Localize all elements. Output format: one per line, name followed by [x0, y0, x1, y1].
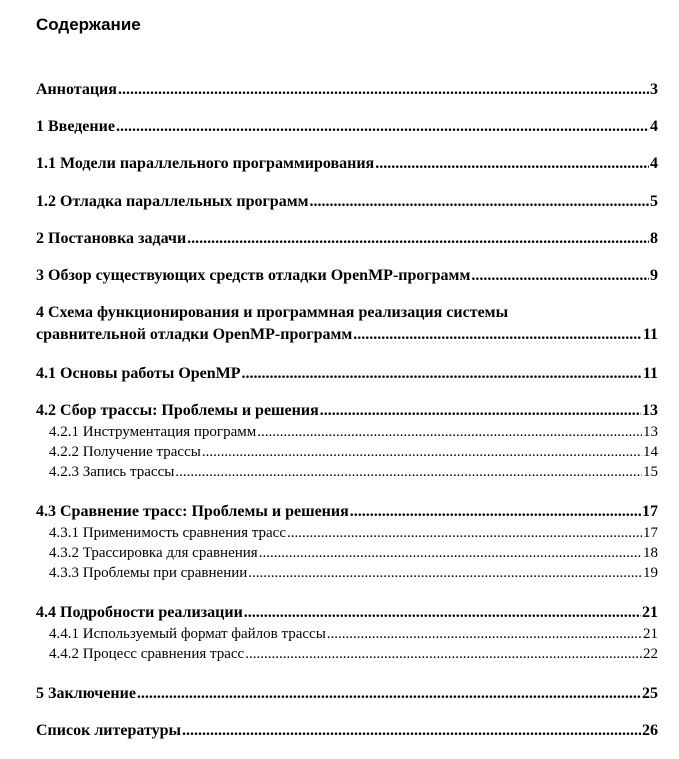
toc-entry-4-1[interactable] [36, 364, 658, 383]
toc-entry-1-2[interactable] [36, 192, 658, 211]
toc-entry-4-line1[interactable]: 4 Схема функционирования и программная реализация системы [36, 304, 509, 321]
toc-leader-dots [182, 721, 641, 740]
toc-entry-4-2[interactable] [36, 401, 658, 420]
toc-entry-4-4-2[interactable] [49, 645, 658, 663]
toc-leader-dots [257, 423, 642, 441]
toc-leader-dots [137, 684, 641, 703]
toc-entry-page: 3 [650, 81, 658, 98]
toc-leader-dots [375, 154, 649, 173]
toc-leader-dots [175, 463, 642, 481]
toc-entry-title: 4.3.2 Трассировка для сравнения [49, 545, 258, 561]
toc-entry-title: Список литературы [36, 722, 181, 739]
toc-entry-page: 9 [650, 267, 658, 284]
toc-entry-title: 4.2.3 Запись трассы [49, 464, 175, 480]
toc-entry-title: 4.3.3 Проблемы при сравнении [49, 565, 248, 581]
toc-entry-title: 4.3.1 Применимость сравнения трасс [49, 525, 286, 541]
toc-entry-5[interactable] [36, 684, 658, 703]
toc-entry-page: 21 [643, 626, 658, 642]
toc-entry-title: 4.4.2 Процесс сравнения трасс [49, 646, 245, 662]
toc-entry-page: 26 [642, 722, 658, 739]
toc-entry-3[interactable] [36, 266, 658, 285]
toc-leader-dots [116, 117, 649, 136]
toc-entry-title: 5 Заключение [36, 685, 136, 702]
toc-entry-2[interactable] [36, 229, 658, 248]
toc-entry-page: 15 [643, 464, 658, 480]
toc-entry-page: 8 [650, 230, 658, 247]
toc-entry-4-2-1[interactable] [49, 423, 658, 441]
toc-entry-title: Аннотация [36, 81, 117, 98]
toc-entry-title: 1.1 Модели параллельного программирования [36, 155, 375, 172]
toc-leader-dots [287, 524, 642, 542]
toc-entry-4-2-3[interactable] [49, 463, 658, 481]
toc-entry-annotation[interactable] [36, 80, 658, 99]
toc-entry-title: 4.1 Основы работы OpenMP [36, 365, 241, 382]
toc-entry-page: 19 [643, 565, 658, 581]
toc-leader-dots [242, 364, 642, 383]
toc-entry-title: 4.4.1 Используемый формат файлов трассы [49, 626, 326, 642]
toc-entry-page: 13 [642, 402, 658, 419]
toc-leader-dots [320, 401, 641, 420]
toc-entry-1-1[interactable] [36, 154, 658, 173]
toc-leader-dots [310, 192, 650, 211]
toc-entry-4-4[interactable] [36, 603, 658, 622]
toc-leader-dots [350, 502, 641, 521]
toc-entry-page: 14 [643, 444, 658, 460]
toc-entry-4-3-2[interactable] [49, 544, 658, 562]
toc-entry-title: 4.4 Подробности реализации [36, 604, 243, 621]
toc-entry-title: 4.2.2 Получение трассы [49, 444, 201, 460]
toc-entry-4[interactable] [36, 325, 658, 344]
toc-entry-4-2-2[interactable] [49, 443, 658, 461]
toc-leader-dots [187, 229, 649, 248]
toc-entry-1[interactable] [36, 117, 658, 136]
toc-entry-4-4-1[interactable] [49, 625, 658, 643]
toc-entry-title: 4.2.1 Инструментация программ [49, 424, 257, 440]
toc-entry-page: 4 [650, 155, 658, 172]
toc-heading: Содержание [36, 15, 141, 34]
toc-leader-dots [471, 266, 649, 285]
toc-entry-page: 5 [650, 193, 658, 210]
toc-leader-dots [248, 564, 642, 582]
toc-entry-page: 4 [650, 118, 658, 135]
toc-entry-page: 11 [642, 365, 658, 382]
toc-entry-references[interactable] [36, 721, 658, 740]
toc-entry-page: 17 [643, 525, 658, 541]
toc-entry-page: 21 [642, 604, 658, 621]
toc-leader-dots [118, 80, 649, 99]
toc-entry-page: 13 [643, 424, 658, 440]
toc-entry-title: 1.2 Отладка параллельных программ [36, 193, 309, 210]
toc-entry-title: 4.3 Сравнение трасс: Проблемы и решения [36, 503, 349, 520]
toc-entry-title: сравнительной отладки OpenMP-программ [36, 326, 353, 343]
toc-entry-title: 2 Постановка задачи [36, 230, 187, 247]
toc-entry-page: 25 [642, 685, 658, 702]
toc-leader-dots [353, 325, 642, 344]
toc-entry-4-3[interactable] [36, 502, 658, 521]
toc-entry-page: 22 [643, 646, 658, 662]
toc-leader-dots [259, 544, 642, 562]
toc-entry-title: 1 Введение [36, 118, 115, 135]
toc-leader-dots [202, 443, 642, 461]
toc-entry-title: 3 Обзор существующих средств отладки OpenMP-программ [36, 267, 471, 284]
toc-entry-title: 4.2 Сбор трассы: Проблемы и решения [36, 402, 319, 419]
toc-entry-4-3-1[interactable] [49, 524, 658, 542]
toc-leader-dots [327, 625, 642, 643]
toc-entry-page: 18 [643, 545, 658, 561]
toc-entry-page: 11 [642, 326, 658, 343]
toc-entry-page: 17 [642, 503, 658, 520]
toc-leader-dots [245, 645, 642, 663]
toc-entry-4-3-3[interactable] [49, 564, 658, 582]
toc-leader-dots [244, 603, 641, 622]
